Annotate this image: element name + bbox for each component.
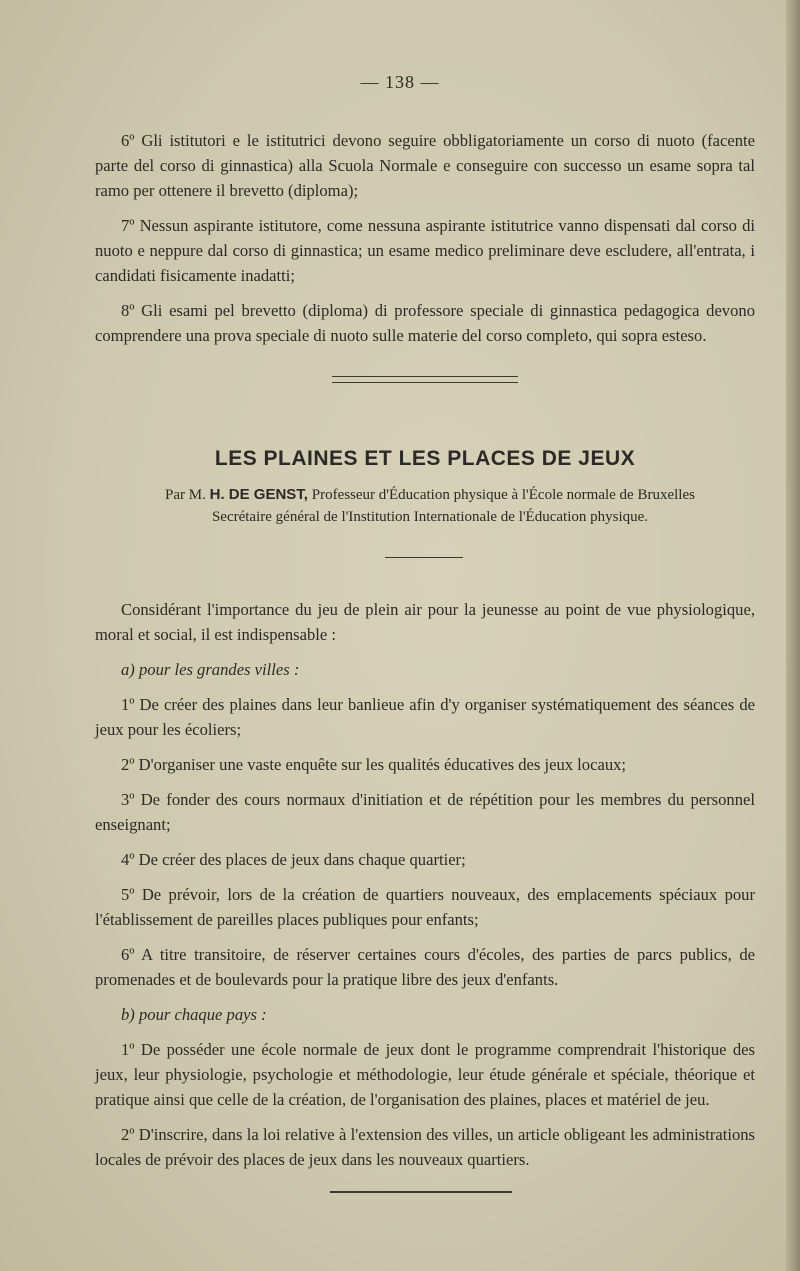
italian-paragraphs [95, 128, 755, 358]
section-b-item-1: 1º De posséder une école normale de jeux dont le programme comprendrait l'historique des jeux, leur physiologie, psychologie et méthodologie, leur étude générale et spéciale, théorique et pratique ainsi que celle de la création, de l'organisation des plaines, places et matériel de jeu. [95, 1040, 755, 1109]
article-title: LES PLAINES ET LES PLACES DE JEUX [214, 447, 636, 470]
paragraph-7: 7º Nessun aspirante istitutore, come nessuna aspirante istitutrice vanno dispensati dal corso di nuoto e neppure dal corso di ginnastica; un esame medico preliminare deve escludere, all'entrata, i candidati fisicamente inadatti; [95, 216, 755, 285]
author-role: Professeur d'Éducation physique à l'École normale de Bruxelles [307, 487, 695, 503]
section-a-item-2: 2º D'organiser une vaste enquête sur les qualités éducatives des jeux locaux; [121, 755, 627, 774]
section-b-item-2: 2º D'inscrire, dans la loi relative à l'extension des villes, un article obligeant les administrations locales de prévoir des places de jeux dans les nouveaux quartiers. [95, 1125, 755, 1169]
section-a-item-5: 5º De prévoir, lors de la création de quartiers nouveaux, des emplacements spéciaux pour l'établissement de pareilles places publiques pour enfants; [95, 885, 755, 929]
byline-prefix: Par M. [165, 487, 210, 503]
intro-paragraph: Considérant l'importance du jeu de plein air pour la jeunesse au point de vue physiologique, moral et social, il est indispensable : [95, 600, 755, 644]
page-number: — 138 — [360, 72, 440, 92]
byline-line-2: Secrétaire général de l'Institution Internationale de l'Éducation physique. [211, 509, 649, 525]
section-a-item-1: 1º De créer des plaines dans leur banlieue afin d'y organiser systématiquement des séances de jeux pour les écoliers; [95, 695, 755, 739]
paragraph-8: 8º Gli esami pel brevetto (diploma) di professore speciale di ginnastica pedagogica devono comprendere una prova speciale di nuoto sulle materie del corso completo, qui sopra esteso. [95, 301, 755, 345]
section-a-item-3: 3º De fonder des cours normaux d'initiation et de répétition pour les membres du personnel enseignant; [95, 790, 755, 834]
section-divider [332, 376, 518, 383]
end-divider [330, 1191, 512, 1193]
section-b-heading: b) pour chaque pays : [121, 1005, 267, 1024]
byline [60, 484, 800, 528]
section-a-item-6: 6º A titre transitoire, de réserver certaines cours d'écoles, des parties de parcs publics, de promenades et de boulevards pour la pratique libre des jeux d'enfants. [95, 945, 755, 989]
author-name: H. DE GENST, [209, 486, 308, 503]
page-edge-shadow [786, 0, 800, 1271]
article-body [95, 597, 755, 1182]
section-a-heading: a) pour les grandes villes : [121, 660, 300, 679]
paragraph-6: 6º Gli istitutori e le istitutrici devono seguire obbligatoriamente un corso di nuoto (facente parte del corso di ginnastica) alla Scuola Normale e conseguire con successo un esame sopra tal ramo per ottenere il brevetto (diploma); [95, 131, 755, 200]
byline-line-1 [60, 484, 800, 506]
title-divider [385, 557, 463, 558]
section-a-item-4: 4º De créer des places de jeux dans chaque quartier; [121, 850, 466, 869]
